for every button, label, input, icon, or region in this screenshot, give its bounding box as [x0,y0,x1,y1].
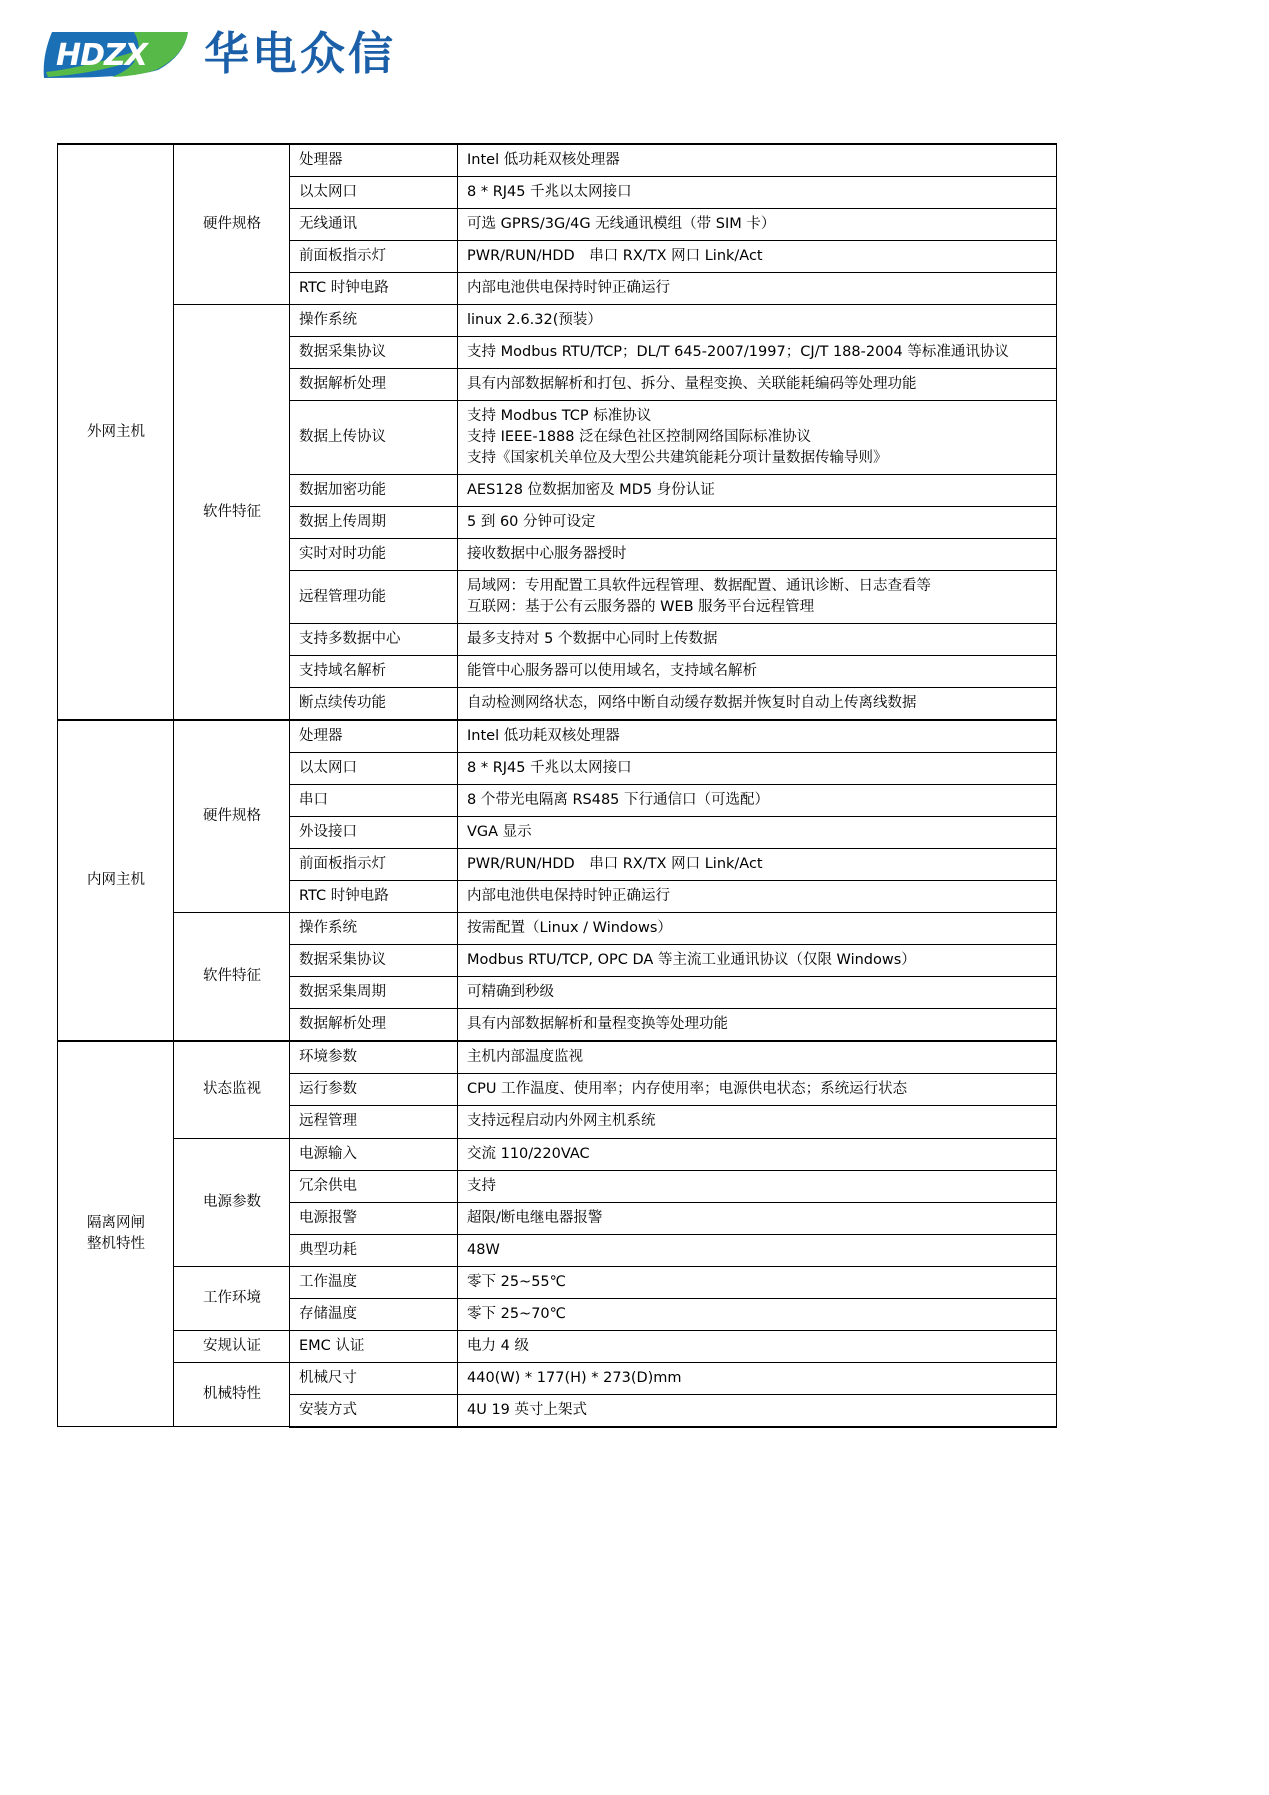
spec-value-line: 支持《国家机关单位及大型公共建筑能耗分项计量数据传输导则》 [467,450,888,467]
spec-item-cell: 无线通讯 [290,209,458,241]
spec-value-cell: 8 个带光电隔离 RS485 下行通信口（可选配） [458,785,1057,817]
subgroup-name-cell: 安规认证 [174,1330,290,1362]
spec-value-cell: 48W [458,1234,1057,1266]
spec-item-cell: 环境参数 [290,1041,458,1074]
subgroup-name-cell: 硬件规格 [174,144,290,305]
spec-item-cell: RTC 时钟电路 [290,273,458,305]
spec-item-cell: 支持多数据中心 [290,624,458,656]
table-row [58,144,1057,177]
spec-item-cell: 前面板指示灯 [290,241,458,273]
spec-value-line: 局域网：专用配置工具软件远程管理、数据配置、通讯诊断、日志查看等 [467,578,931,595]
spec-value-cell: 具有内部数据解析和量程变换等处理功能 [458,1009,1057,1042]
spec-value-cell: 主机内部温度监视 [458,1041,1057,1074]
spec-item-cell: 数据解析处理 [290,369,458,401]
spec-value-cell: 零下 25~55℃ [458,1266,1057,1298]
group-name-cell: 外网主机 [58,144,174,720]
spec-value-cell: 5 到 60 分钟可设定 [458,507,1057,539]
spec-value-cell: linux 2.6.32(预装） [458,305,1057,337]
spec-value-cell: 8 * RJ45 千兆以太网接口 [458,177,1057,209]
spec-value-cell: PWR/RUN/HDD 串口 RX/TX 网口 Link/Act [458,241,1057,273]
spec-item-cell: 数据解析处理 [290,1009,458,1042]
spec-item-cell: 数据加密功能 [290,475,458,507]
spec-value-cell: 支持 Modbus RTU/TCP；DL/T 645-2007/1997；CJ/T 188-2004 等标准通讯协议 [458,337,1057,369]
table-row [58,720,1057,753]
spec-value-cell: 电力 4 级 [458,1330,1057,1362]
spec-item-cell: 机械尺寸 [290,1362,458,1394]
spec-item-cell: 以太网口 [290,177,458,209]
subgroup-name-cell: 电源参数 [174,1138,290,1266]
spec-value-cell: Modbus RTU/TCP, OPC DA 等主流工业通讯协议（仅限 Windows） [458,945,1057,977]
spec-value-cell: 可精确到秒级 [458,977,1057,1009]
subgroup-name-cell: 状态监视 [174,1041,290,1138]
spec-value-cell: 具有内部数据解析和打包、拆分、量程变换、关联能耗编码等处理功能 [458,369,1057,401]
spec-item-cell: 数据采集协议 [290,945,458,977]
spec-item-cell: 支持域名解析 [290,656,458,688]
spec-item-cell: 以太网口 [290,753,458,785]
spec-item-cell: 存储温度 [290,1298,458,1330]
spec-value-cell: PWR/RUN/HDD 串口 RX/TX 网口 Link/Act [458,849,1057,881]
spec-value-cell [458,401,1057,475]
spec-value-cell: 内部电池供电保持时钟正确运行 [458,273,1057,305]
spec-item-cell: 串口 [290,785,458,817]
spec-value-cell: AES128 位数据加密及 MD5 身份认证 [458,475,1057,507]
spec-value-cell: 最多支持对 5 个数据中心同时上传数据 [458,624,1057,656]
spec-item-cell: 处理器 [290,720,458,753]
subgroup-name-cell: 软件特征 [174,913,290,1042]
table-row [58,1266,1057,1298]
company-logo [38,22,396,84]
spec-item-cell: 操作系统 [290,305,458,337]
spec-value-cell: Intel 低功耗双核处理器 [458,144,1057,177]
spec-value-cell: 4U 19 英寸上架式 [458,1394,1057,1427]
spec-value-cell: 按需配置（Linux / Windows） [458,913,1057,945]
spec-item-cell: 安装方式 [290,1394,458,1427]
spec-item-cell: 远程管理功能 [290,571,458,624]
spec-item-cell: RTC 时钟电路 [290,881,458,913]
spec-item-cell: 操作系统 [290,913,458,945]
spec-item-cell: 远程管理 [290,1106,458,1138]
spec-value-line: 互联网：基于公有云服务器的 WEB 服务平台远程管理 [467,599,815,616]
table-row [58,1362,1057,1394]
spec-value-cell: 自动检测网络状态，网络中断自动缓存数据并恢复时自动上传离线数据 [458,688,1057,721]
group-name-cell: 内网主机 [58,720,174,1041]
spec-value-cell: 可选 GPRS/3G/4G 无线通讯模组（带 SIM 卡） [458,209,1057,241]
spec-value-cell: 440(W) * 177(H) * 273(D)mm [458,1362,1057,1394]
subgroup-name-cell: 硬件规格 [174,720,290,913]
spec-item-cell: 电源报警 [290,1202,458,1234]
spec-item-cell: 数据上传周期 [290,507,458,539]
table-row [58,1330,1057,1362]
spec-item-cell: 前面板指示灯 [290,849,458,881]
spec-item-cell: 处理器 [290,144,458,177]
spec-item-cell: 数据采集周期 [290,977,458,1009]
spec-value-line: 支持 Modbus TCP 标准协议 [467,408,652,425]
specification-table [57,143,1057,1428]
table-row [58,1138,1057,1170]
spec-item-cell: 电源输入 [290,1138,458,1170]
subgroup-name-cell: 机械特性 [174,1362,290,1427]
spec-item-cell: 数据上传协议 [290,401,458,475]
spec-item-cell: 典型功耗 [290,1234,458,1266]
spec-value-cell [458,571,1057,624]
spec-value-cell: VGA 显示 [458,817,1057,849]
spec-item-cell: 冗余供电 [290,1170,458,1202]
spec-value-line: 支持 IEEE-1888 泛在绿色社区控制网络国际标准协议 [467,429,812,446]
spec-item-cell: 实时对时功能 [290,539,458,571]
spec-value-cell: 8 * RJ45 千兆以太网接口 [458,753,1057,785]
spec-item-cell: 数据采集协议 [290,337,458,369]
spec-value-cell: Intel 低功耗双核处理器 [458,720,1057,753]
spec-value-cell: 支持远程启动内外网主机系统 [458,1106,1057,1138]
spec-value-cell: 交流 110/220VAC [458,1138,1057,1170]
spec-value-cell: 零下 25~70℃ [458,1298,1057,1330]
spec-value-cell: 内部电池供电保持时钟正确运行 [458,881,1057,913]
spec-value-cell: 超限/断电继电器报警 [458,1202,1057,1234]
table-row [58,305,1057,337]
svg-text:HDZX: HDZX [56,38,147,73]
spec-item-cell: 断点续传功能 [290,688,458,721]
table-row [58,1041,1057,1074]
spec-item-cell: 运行参数 [290,1074,458,1106]
spec-item-cell: 工作温度 [290,1266,458,1298]
spec-value-cell: 支持 [458,1170,1057,1202]
hdzx-logo-icon [38,22,190,84]
spec-item-cell: 外设接口 [290,817,458,849]
subgroup-name-cell: 工作环境 [174,1266,290,1330]
spec-value-cell: 接收数据中心服务器授时 [458,539,1057,571]
spec-value-cell: CPU 工作温度、使用率；内存使用率；电源供电状态；系统运行状态 [458,1074,1057,1106]
spec-value-cell: 能管中心服务器可以使用域名，支持域名解析 [458,656,1057,688]
logo-chinese-text: 华电众信 [204,26,397,80]
subgroup-name-cell: 软件特征 [174,305,290,721]
specification-table-wrapper [57,143,1057,1428]
spec-item-cell: EMC 认证 [290,1330,458,1362]
table-row [58,913,1057,945]
page-header [0,0,1269,120]
group-name-cell: 隔离网闸 整机特性 [58,1041,174,1426]
